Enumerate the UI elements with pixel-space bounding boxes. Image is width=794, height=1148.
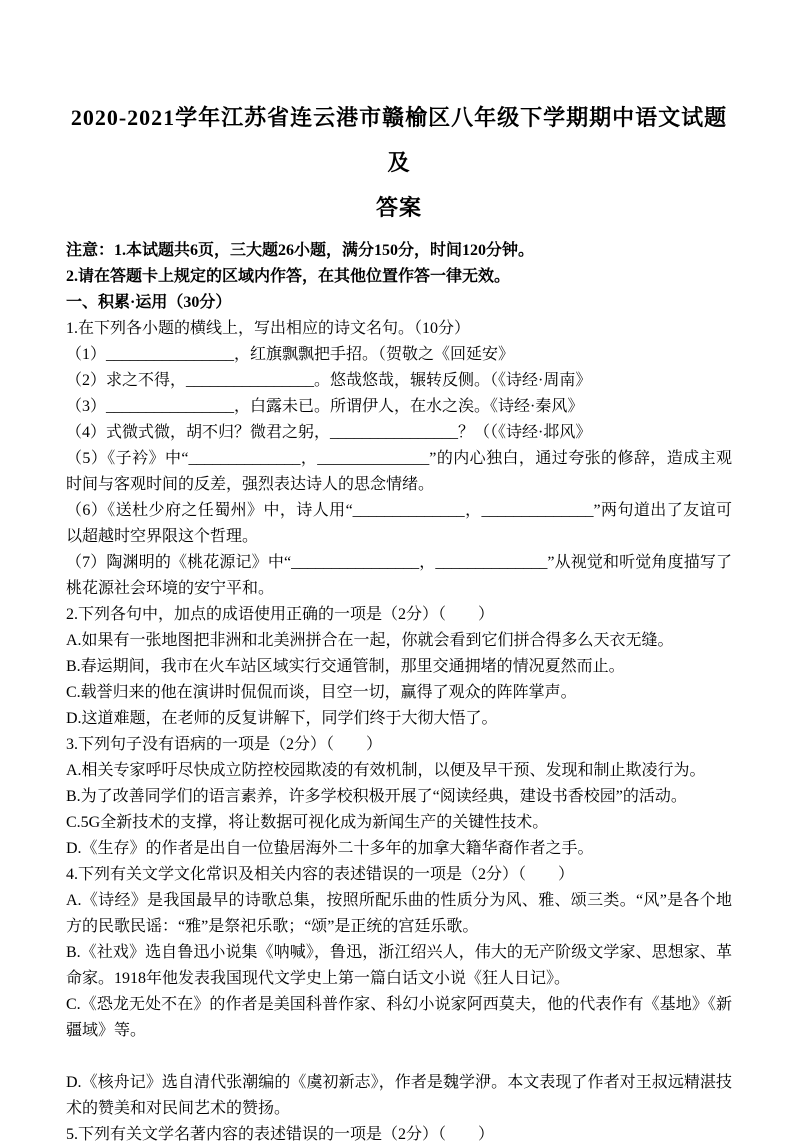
question-4-option-b: B.《社戏》选自鲁迅小说集《呐喊》，鲁迅，浙江绍兴人，伟大的无产阶级文学家、思想家、革命家。1918年他发表我国现代文学史上第一篇白话文小说《狂人日记》。 — [66, 944, 732, 987]
question-1-item-1: （1）________________，红旗飘飘把手招。（贺敬之《回延安》 — [66, 346, 515, 363]
question-3-option-a: A.相关专家呼吁尽快成立防控校园欺凌的有效机制，以便及早干预、发现和制止欺凌行为。 — [66, 762, 706, 779]
question-4-option-d: D.《核舟记》选自清代张潮编的《虞初新志》，作者是魏学洢。本文表现了作者对王叔远精湛技术的赞美和对民间艺术的赞扬。 — [66, 1074, 732, 1117]
question-2-option-a: A.如果有一张地图把非洲和北美洲拼合在一起，你就会看到它们拼合得多么天衣无缝。 — [66, 632, 674, 649]
title-line-2: 答案 — [375, 195, 422, 220]
notice-line-1: 注意：1.本试题共6页，三大题26小题，满分150分，时间120分钟。 — [66, 242, 535, 259]
question-1-item-3: （3）________________，白露未已。所谓伊人，在水之涘。《诗经·秦风》 — [66, 398, 584, 415]
question-2-stem: 2.下列各句中，加点的成语使用正确的一项是（2分）（ ） — [66, 606, 495, 623]
question-4-stem: 4.下列有关文学文化常识及相关内容的表述错误的一项是（2分）（ ） — [66, 866, 575, 883]
question-2-option-d: D.这道难题，在老师的反复讲解下，同学们终于大彻大悟了。 — [66, 710, 498, 727]
question-5-stem: 5.下列有关文学名著内容的表述错误的一项是（2分）（ ） — [66, 1126, 495, 1143]
document-title — [66, 95, 732, 230]
question-1-item-2: （2）求之不得，________________。悠哉悠哉，辗转反侧。（《诗经·周南》 — [66, 372, 592, 389]
question-1-item-7: （7）陶渊明的《桃花源记》中“________________，______________”从视觉和听觉角度描写了桃花源社会环境的安宁平和。 — [66, 554, 732, 597]
section-1-heading: 一、积累·运用（30分） — [66, 294, 232, 311]
question-1-item-4: （4）式微式微，胡不归？微君之躬，________________？（（《诗经·邶风》 — [66, 424, 592, 441]
question-1-stem: 1.在下列各小题的横线上，写出相应的诗文名句。（10分） — [66, 320, 471, 337]
question-1-item-6: （6）《送杜少府之任蜀州》中，诗人用“______________，______________”两句道出了友谊可以超越时空界限这个哲理。 — [66, 502, 732, 545]
question-4-option-a: A.《诗经》是我国最早的诗歌总集，按照所配乐曲的性质分为风、雅、颂三类。“风”是各个地方的民歌民谣：“雅”是祭祀乐歌；“颂”是正统的宫廷乐歌。 — [66, 892, 732, 935]
question-3-stem: 3.下列句子没有语病的一项是（2分）（ ） — [66, 736, 383, 753]
notice-line-2: 2.请在答题卡上规定的区域内作答，在其他位置作答一律无效。 — [66, 268, 511, 285]
question-2-option-b: B.春运期间，我市在火车站区域实行交通管制，那里交通拥堵的情况夏然而止。 — [66, 658, 625, 675]
question-2-option-c: C.载誉归来的他在演讲时侃侃而谈，目空一切，赢得了观众的阵阵掌声。 — [66, 684, 577, 701]
question-4-option-c: C.《恐龙无处不在》的作者是美国科普作家、科幻小说家阿西莫夫，他的代表作有《基地》《新疆域》等。 — [66, 996, 732, 1039]
question-3-option-b: B.为了改善同学们的语言素养，许多学校积极开展了“阅读经典，建设书香校园”的活动。 — [66, 788, 687, 805]
question-3-option-d: D.《生存》的作者是出自一位蛰居海外二十多年的加拿大籍华裔作者之手。 — [66, 840, 594, 857]
question-1-item-5: （5）《子衿》中“______________，______________”的内心独白，通过夸张的修辞，造成主观时间与客观时间的反差，强烈表达诗人的思念情绪。 — [66, 450, 732, 493]
question-3-option-c: C.5G全新技术的支撑，将让数据可视化成为新闻生产的关键性技术。 — [66, 814, 549, 831]
title-line-1: 2020-2021学年江苏省连云港市赣榆区八年级下学期期中语文试题及 — [70, 105, 728, 175]
